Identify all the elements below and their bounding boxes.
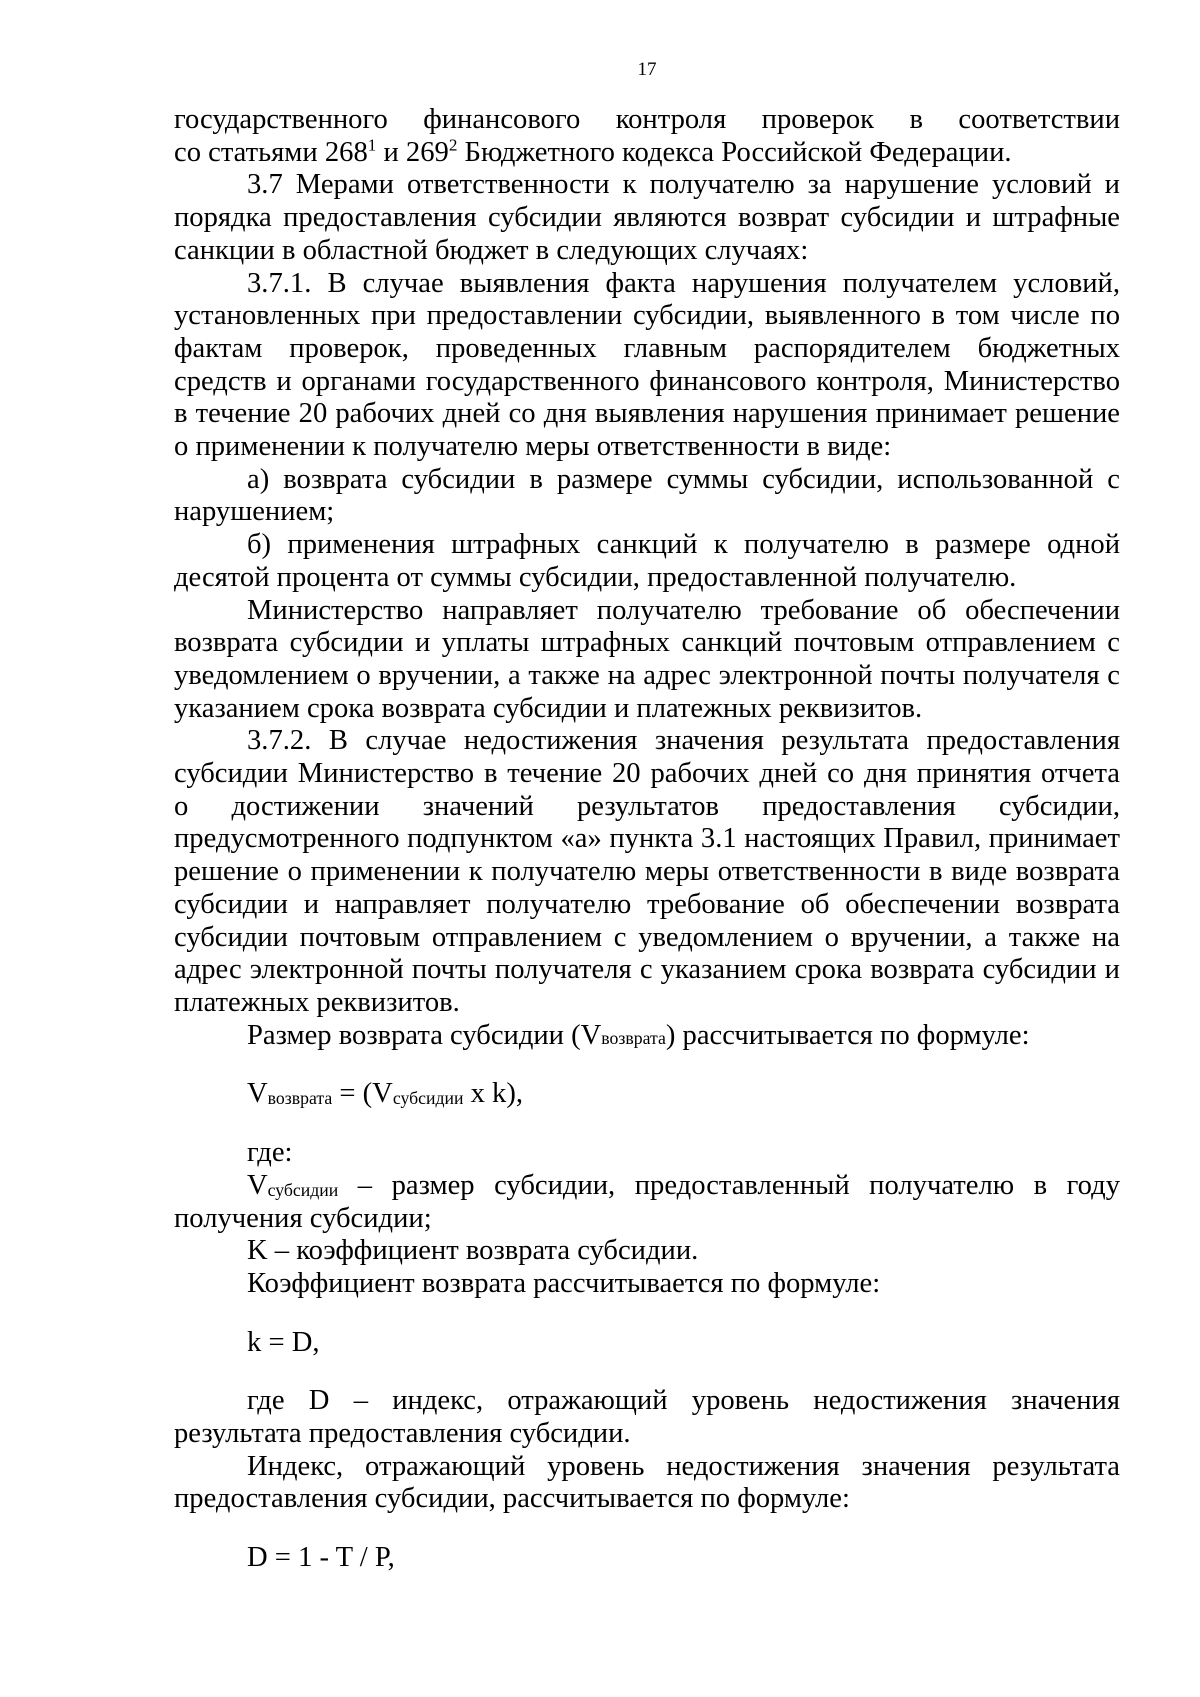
formula-return [174, 1078, 1120, 1111]
text-fragment: и 269 [376, 136, 449, 168]
text-fragment: Бюджетного кодекса Российской Федерации. [457, 136, 1012, 168]
text-fragment: со статьями 268 [174, 136, 368, 168]
list-item-b: б) применения штрафных санкций к получателю в размере одной десятой процента от суммы субсидии, предоставленной получателю. [174, 529, 1120, 593]
superscript: 1 [367, 135, 377, 155]
paragraph-3-7-2-line: субсидии Министерство в течение 20 рабочих дней со дня принятия отчета [174, 758, 1120, 790]
definition-text: – размер субсидии, предоставленный получателю в году получения субсидии; [174, 1169, 1120, 1234]
paragraph-coefficient: Коэффициент возврата рассчитывается по формуле: [247, 1267, 881, 1299]
paragraph-ministry-request: Министерство направляет получателю требование об обеспечении возврата субсидии и уплаты штрафных санкций почтовым отправлением с уведомлением о вручении, а также на адрес электронной почты получателя с указанием срока возврата субсидии и платежных реквизитов. [174, 594, 1120, 724]
paragraph-return-size [174, 1020, 1120, 1053]
definition-k: K – коэффициент возврата субсидии. [247, 1235, 699, 1267]
superscript: 2 [448, 135, 458, 155]
paragraph-line: государственного финансового контроля проверок в соответствии [174, 104, 1120, 135]
definition-v-subsidy [174, 1170, 1120, 1235]
formula-fragment: x k), [463, 1078, 523, 1110]
subscript: субсидии [392, 1088, 464, 1109]
text-fragment: ) рассчитывается по формуле: [665, 1019, 1030, 1051]
where-label: где: [247, 1137, 293, 1169]
subscript: возврата [601, 1027, 666, 1048]
formula-fragment: = (V [332, 1078, 393, 1110]
list-item-a: а) возврата субсидии в размере суммы субсидии, использованной с нарушением; [174, 463, 1120, 528]
formula-d: D = 1 - T / P, [247, 1542, 395, 1574]
paragraph-3-7-1: 3.7.1. В случае выявления факта нарушения получателем условий, установленных при предоставлении субсидии, выявленного в том числе по фактам проверок, проведенных главным распорядителем бюджетных средств и органами государственного финансового контроля, Министерство в течение 20 рабочих дней со дня выявления нарушения принимает решение о применении к получателю меры ответственности в виде: [174, 267, 1120, 463]
text-fragment: Размер возврата субсидии (V [247, 1019, 602, 1051]
formula-k: k = D, [247, 1326, 320, 1358]
subscript: возврата [267, 1088, 333, 1109]
page-number: 17 [637, 59, 657, 80]
paragraph-3-7-2-rest: предусмотренного подпунктом «а» пункта 3.1 настоящих Правил, принимает решение о применении к получателю меры ответственности в виде возврата субсидии и направляет получателю требование об обеспечении возврата субсидии почтовым отправлением с уведомлением о вручении, а также на адрес электронной почты получателя с указанием срока возврата субсидии и платежных реквизитов. [174, 823, 1120, 1018]
paragraph-index-definition: где D – индекс, отражающий уровень недостижения значения результата предоставления субсидии. [174, 1385, 1120, 1450]
formula-variable: V [247, 1078, 268, 1110]
formula-variable: V [247, 1169, 268, 1201]
paragraph-3-7: 3.7 Мерами ответственности к получателю за нарушение условий и порядка предоставления субсидии являются возврат субсидии и штрафные санкции в областной бюджет в следующих случаях: [174, 169, 1120, 266]
paragraph-3-7-2-line: 3.7.2. В случае недостижения значения результата предоставления [247, 725, 1120, 757]
paragraph-3-7-2-line: о достижении значений результатов предоставления субсидии, [174, 790, 1120, 822]
paragraph-citation [174, 137, 1120, 170]
document-page [174, 58, 1120, 1575]
subscript: субсидии [267, 1179, 339, 1200]
paragraph-index-formula: Индекс, отражающий уровень недостижения значения результата предоставления субсидии, рассчитывается по формуле: [174, 1450, 1120, 1515]
